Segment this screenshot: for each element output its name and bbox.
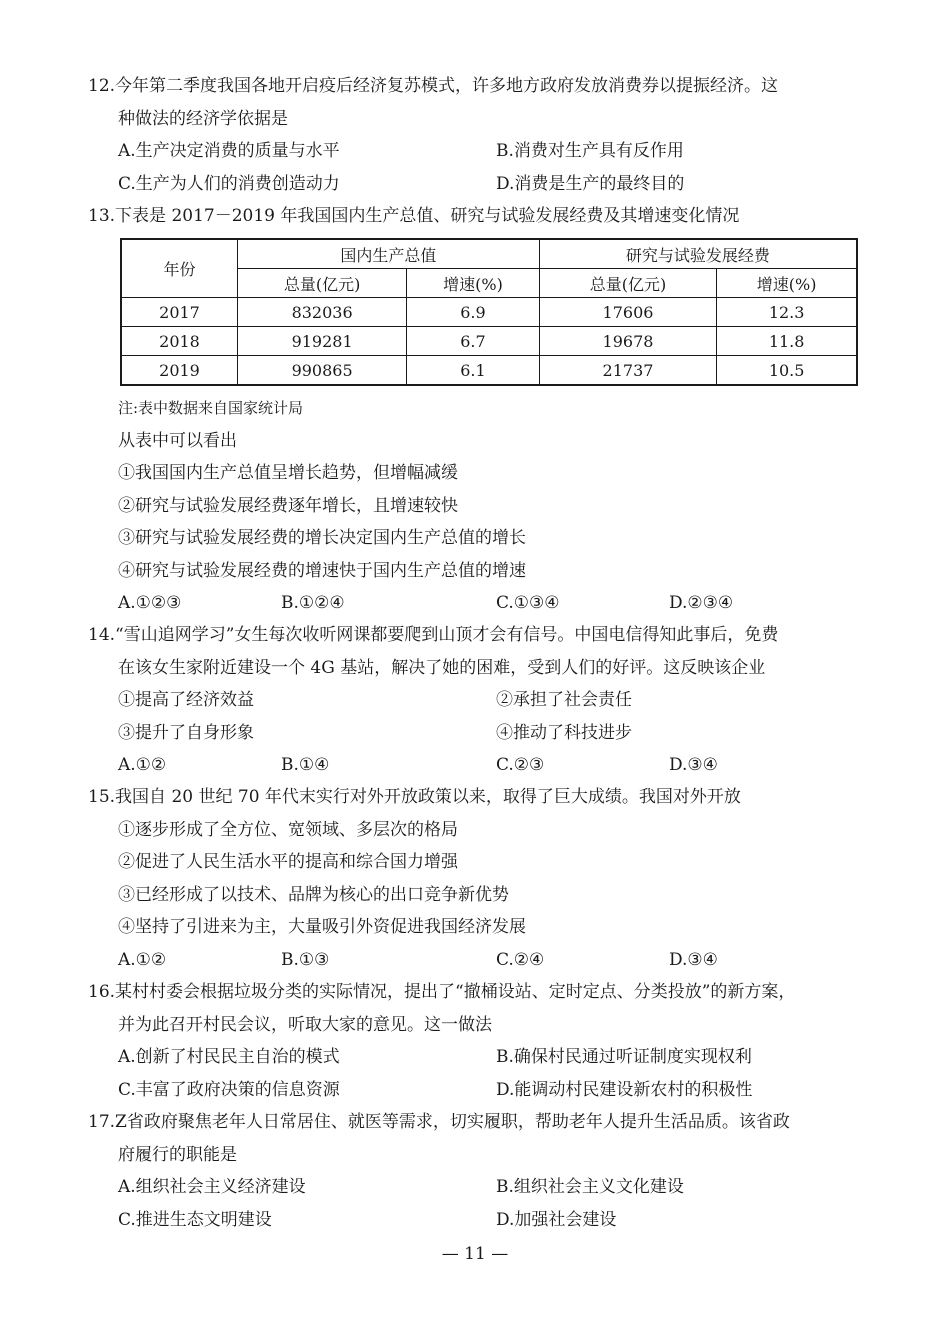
q17-stem-line2: 府履行的职能是 bbox=[118, 1144, 237, 1165]
table-cell: 17606 bbox=[539, 298, 717, 327]
question-13-body bbox=[88, 392, 878, 620]
q15-option-b[interactable]: B.①③ bbox=[281, 949, 330, 970]
q15-option-c[interactable]: C.②④ bbox=[496, 949, 545, 970]
q14-items-row1 bbox=[88, 684, 878, 717]
table-cell: 6.1 bbox=[407, 356, 540, 386]
q13-lead: 从表中可以看出 bbox=[118, 430, 237, 451]
table-row bbox=[121, 356, 857, 386]
q12-option-c[interactable]: C.生产为人们的消费创造动力 bbox=[118, 173, 340, 194]
table-cell: 2019 bbox=[121, 356, 238, 386]
table-cell: 6.9 bbox=[407, 298, 540, 327]
table-subheader: 总量(亿元) bbox=[539, 269, 717, 298]
q12-options-row1 bbox=[88, 135, 878, 168]
question-12 bbox=[88, 70, 878, 200]
q15-options bbox=[88, 944, 878, 977]
q16-options-row1 bbox=[88, 1041, 878, 1074]
q16-stem-line1: 16.某村村委会根据垃圾分类的实际情况，提出了“撤桶设站、定时定点、分类投放”的新方案， bbox=[88, 982, 796, 1002]
table-subheader: 总量(亿元) bbox=[238, 269, 407, 298]
table-cell: 21737 bbox=[539, 356, 717, 386]
table-cell: 2017 bbox=[121, 298, 238, 327]
question-14 bbox=[88, 619, 878, 782]
q12-options-row2 bbox=[88, 168, 878, 201]
q14-item-2: ②承担了社会责任 bbox=[496, 690, 632, 710]
q13-stem: 13.下表是 2017－2019 年我国国内生产总值、研究与试验发展经费及其增速变化情况 bbox=[88, 206, 740, 226]
q13-option-c[interactable]: C.①③④ bbox=[496, 593, 560, 613]
table-cell: 990865 bbox=[238, 356, 407, 386]
q15-item-4: ④坚持了引进来为主，大量吸引外资促进我国经济发展 bbox=[118, 917, 526, 937]
q14-options bbox=[88, 749, 878, 782]
q14-item-4: ④推动了科技进步 bbox=[496, 722, 632, 743]
table-cell: 12.3 bbox=[717, 298, 857, 327]
table-header-gdp: 国内生产总值 bbox=[238, 239, 540, 269]
table-row bbox=[121, 298, 857, 327]
q13-item-3: ③研究与试验发展经费的增长决定国内生产总值的增长 bbox=[118, 528, 526, 548]
table-row bbox=[121, 327, 857, 356]
table-cell: 919281 bbox=[238, 327, 407, 356]
table-cell: 832036 bbox=[238, 298, 407, 327]
q17-option-b[interactable]: B.组织社会主义文化建设 bbox=[496, 1177, 684, 1197]
q14-stem-line2: 在该女生家附近建设一个 4G 基站，解决了她的困难，受到人们的好评。这反映该企业 bbox=[118, 657, 766, 678]
question-17 bbox=[88, 1106, 878, 1236]
question-15 bbox=[88, 781, 878, 976]
q14-items-row2 bbox=[88, 717, 878, 750]
q13-item-2: ②研究与试验发展经费逐年增长，且增速较快 bbox=[118, 495, 458, 516]
table-note: 注:表中数据来自国家统计局 bbox=[118, 399, 304, 417]
q16-option-a[interactable]: A.创新了村民民主自治的模式 bbox=[118, 1047, 340, 1067]
table-header-rd: 研究与试验发展经费 bbox=[539, 239, 857, 269]
q14-item-1: ①提高了经济效益 bbox=[118, 690, 254, 710]
q15-option-a[interactable]: A.①② bbox=[118, 949, 167, 970]
q17-stem-line1: 17.Z省政府聚焦老年人日常居住、就医等需求，切实履职，帮助老年人提升生活品质。该省政 bbox=[88, 1112, 790, 1132]
q16-option-c[interactable]: C.丰富了政府决策的信息资源 bbox=[118, 1079, 340, 1100]
q17-option-d[interactable]: D.加强社会建设 bbox=[496, 1209, 617, 1230]
q12-option-d[interactable]: D.消费是生产的最终目的 bbox=[496, 173, 685, 194]
q15-option-d[interactable]: D.③④ bbox=[669, 949, 718, 970]
q15-item-2: ②促进了人民生活水平的提高和综合国力增强 bbox=[118, 852, 458, 872]
table-cell: 6.7 bbox=[407, 327, 540, 356]
q15-item-3: ③已经形成了以技术、品牌为核心的出口竞争新优势 bbox=[118, 884, 509, 905]
q13-item-1: ①我国国内生产总值呈增长趋势，但增幅减缓 bbox=[118, 463, 458, 483]
q14-stem-line1: 14.“雪山追网学习”女生每次收听网课都要爬到山顶才会有信号。中国电信得知此事后，免费 bbox=[88, 625, 779, 645]
table-cell: 19678 bbox=[539, 327, 717, 356]
q17-options-row1 bbox=[88, 1171, 878, 1204]
q17-option-a[interactable]: A.组织社会主义经济建设 bbox=[118, 1177, 306, 1197]
q13-option-d[interactable]: D.②③④ bbox=[669, 593, 734, 613]
q12-option-a[interactable]: A.生产决定消费的质量与水平 bbox=[118, 141, 340, 161]
question-16 bbox=[88, 976, 878, 1106]
table-subheader: 增速(%) bbox=[407, 269, 540, 298]
table-cell: 2018 bbox=[121, 327, 238, 356]
q15-item-1: ①逐步形成了全方位、宽领域、多层次的格局 bbox=[118, 819, 458, 840]
q14-option-d[interactable]: D.③④ bbox=[669, 755, 718, 775]
page-number: — 11 — bbox=[441, 1244, 509, 1264]
q13-item-4: ④研究与试验发展经费的增速快于国内生产总值的增速 bbox=[118, 560, 526, 581]
q15-stem: 15.我国自 20 世纪 70 年代末实行对外开放政策以来，取得了巨大成绩。我国对外开放 bbox=[88, 787, 741, 807]
q13-option-a[interactable]: A.①②③ bbox=[118, 593, 182, 613]
q17-options-row2 bbox=[88, 1204, 878, 1237]
q14-option-b[interactable]: B.①④ bbox=[281, 755, 330, 775]
q14-item-3: ③提升了自身形象 bbox=[118, 722, 254, 743]
data-table bbox=[120, 238, 858, 386]
q13-options bbox=[88, 587, 878, 620]
q13-option-b[interactable]: B.①②④ bbox=[281, 593, 345, 613]
q16-option-b[interactable]: B.确保村民通过听证制度实现权利 bbox=[496, 1047, 752, 1067]
q16-stem-line2: 并为此召开村民会议，听取大家的意见。这一做法 bbox=[118, 1014, 492, 1035]
table-subheader: 增速(%) bbox=[717, 269, 857, 298]
table-header-year: 年份 bbox=[121, 239, 238, 298]
q12-option-b[interactable]: B.消费对生产具有反作用 bbox=[496, 141, 684, 161]
q12-stem-line2: 种做法的经济学依据是 bbox=[118, 108, 288, 129]
table-cell: 10.5 bbox=[717, 356, 857, 386]
q14-option-c[interactable]: C.②③ bbox=[496, 755, 545, 775]
q16-option-d[interactable]: D.能调动村民建设新农村的积极性 bbox=[496, 1079, 753, 1100]
q14-option-a[interactable]: A.①② bbox=[118, 755, 167, 775]
question-13-stem bbox=[88, 200, 878, 233]
q17-option-c[interactable]: C.推进生态文明建设 bbox=[118, 1209, 272, 1230]
table-cell: 11.8 bbox=[717, 327, 857, 356]
q16-options-row2 bbox=[88, 1074, 878, 1107]
q12-stem-line1: 12.今年第二季度我国各地开启疫后经济复苏模式，许多地方政府发放消费券以提振经济。这 bbox=[88, 76, 779, 96]
